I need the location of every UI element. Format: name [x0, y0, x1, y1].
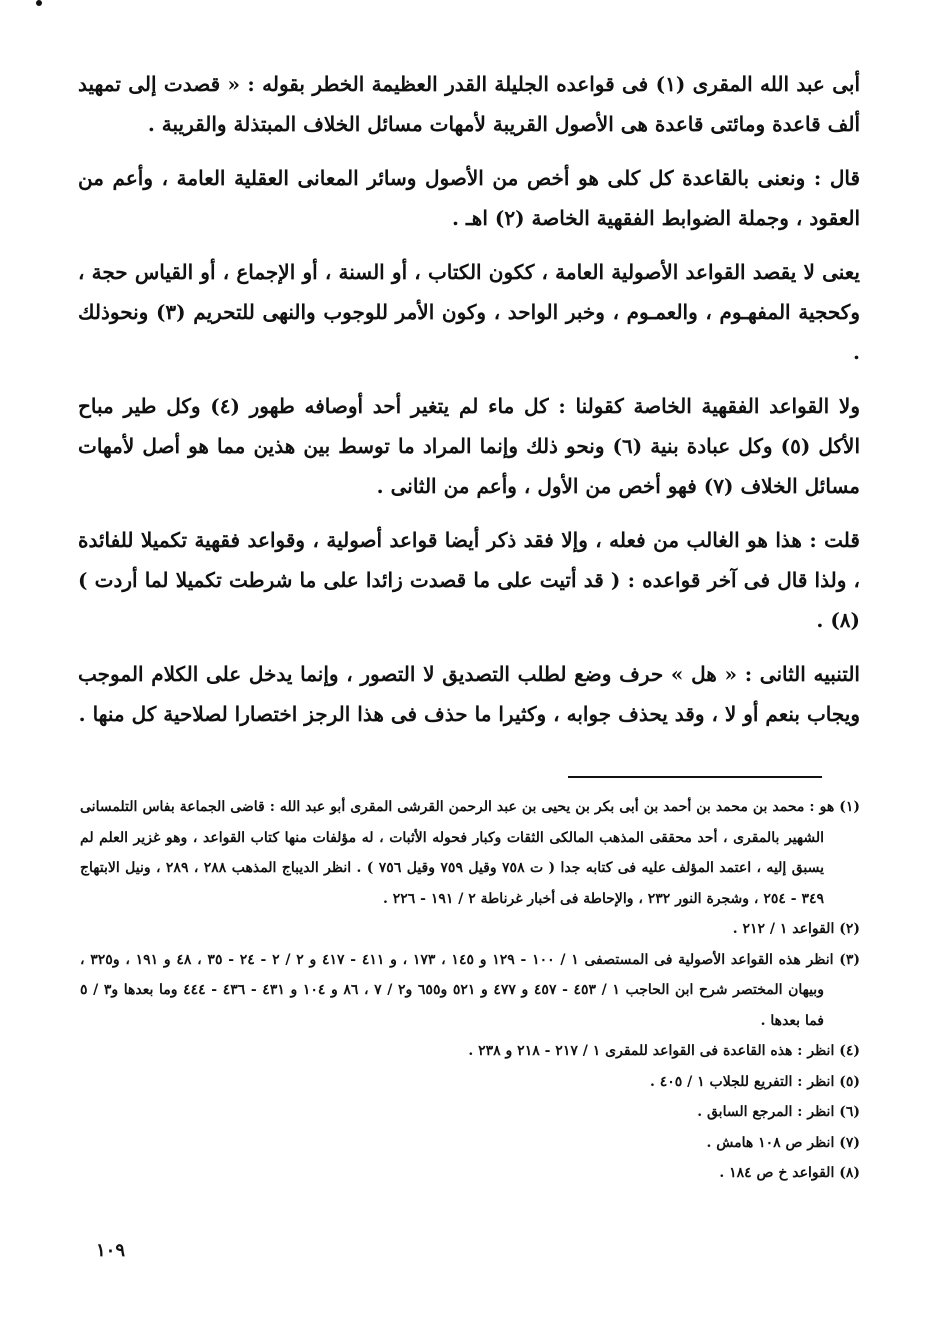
footnote: (٧) انظر ص ١٠٨ هامش .: [706, 1134, 860, 1151]
footnote: (٣) انظر هذه القواعد الأصولية فى المستصفى ١ / ١٠٠ - ١٢٩ و ١٤٥ ، ١٧٣ ، و ٤١١ - ٤١٧ و ٢ / ٢ - ٢٤ - ٣٥ ، ٤٨ و ١٩١ ، و٣٢٥ ، وبيهان المختصر شرح ابن الحاجب ١ / ٤٥٣ - ٤٥٧ و ٤٧٧ و ٥٢١ و٦٥٥ و٢ / ٧ ، ٨٦ و ١٠٤ و ٤٣١ - ٤٣٦ - ٤٤٤ وما بعدها و٣ / ٥ فما بعدها .: [80, 951, 860, 1029]
footnote: (٨) القواعد خ ص ١٨٤ .: [719, 1165, 860, 1181]
footnote: (٤) انظر : هذه القاعدة فى القواعد للمقرى ١ / ٢١٧ - ٢١٨ و ٢٣٨ .: [468, 1043, 860, 1059]
footnote: (٢) القواعد ١ / ٢١٢ .: [732, 921, 860, 937]
footnote: (١) هو : محمد بن محمد بن أحمد بن أبى بكر بن يحيى بن عبد الرحمن القرشى المقرى أبو عبد الله : قاضى الجماعة بفاس التلمسانى الشهير بالمقرى ، أحد محققى المذهب المالكى الثقات وكبار فحوله الأثبات ، له مؤلفات منها كتاب القواعد ، وهو غزير العلم لم يسبق إليه ، اعتمد المؤلف عليه فى كتابه جدا ( ت ٧٥٨ وقيل ٧٥٩ وقيل ٧٥٦ ) . انظر الديباج المذهب ٢٨٨ ، ٢٨٩ ، ونيل الابتهاج ٣٤٩ - ٢٥٤ ، وشجرة النور ٢٣٢ ، والإحاطة فى أخبار غرناطة ٢ / ١٩١ - ٢٢٦ .: [80, 799, 860, 907]
footnote: (٥) انظر : التفريع للجلاب ١ / ٤٠٥ .: [649, 1073, 860, 1090]
page-number: ١٠٩: [96, 1240, 126, 1261]
paragraph: ولا القواعد الفقهية الخاصة كقولنا : كل ماء لم يتغير أحد أوصافه طهور (٤) وكل طير مباح الأكل (٥) وكل عبادة بنية (٦) ونحو ذلك وإنما المراد ما توسط بين هذين مما هو أصل لأمهات مسائل الخلاف (٧) فهو أخص من الأول ، وأعم من الثانى .: [78, 394, 861, 498]
paragraph: التنبيه الثانى : « هل » حرف وضع لطلب التصديق لا التصور ، وإنما يدخل على الكلام الموجب ويجاب بنعم أو لا ، وقد يحذف جوابه ، وكثيرا ما حذف فى هذا الرجز اختصارا لصلاحية كل منها .: [78, 662, 860, 726]
paragraph: قلت : هذا هو الغالب من فعله ، وإلا فقد ذكر أيضا قواعد أصولية ، وقواعد فقهية تكميلا للفائدة ، ولذا قال فى آخر قواعده : ( قد أتيت على ما قصدت زائدا على ما شرطت تكميلا لما أردت ) (٨) .: [78, 528, 860, 632]
paragraph: أبى عبد الله المقرى (١) فى قواعده الجليلة القدر العظيمة الخطر بقوله : « قصدت إلى تمهيد ألف قاعدة ومائتى قاعدة هى الأصول القريبة لأمهات مسائل الخلاف المبتذلة والقريبة .: [78, 72, 860, 136]
footnotes: [80, 792, 860, 1189]
paragraph: يعنى لا يقصد القواعد الأصولية العامة ، ككون الكتاب ، أو السنة ، أو الإجماع ، أو القياس حجة ، وكحجية المفهـوم ، والعمـوم ، وخبر الواحد ، وكون الأمر للوجوب والنهى للتحريم (٣) ونحوذلك .: [78, 260, 860, 364]
paragraph: قال : ونعنى بالقاعدة كل كلى هو أخص من الأصول وسائر المعانى العقلية العامة ، وأعم من العقود ، وجملة الضوابط الفقهية الخاصة (٢) اهـ .: [78, 166, 860, 230]
main-text: [78, 64, 860, 748]
scan-mark: [36, 0, 42, 6]
footnote: (٦) انظر : المرجع السابق .: [697, 1104, 860, 1120]
footnote-separator: [568, 776, 822, 778]
